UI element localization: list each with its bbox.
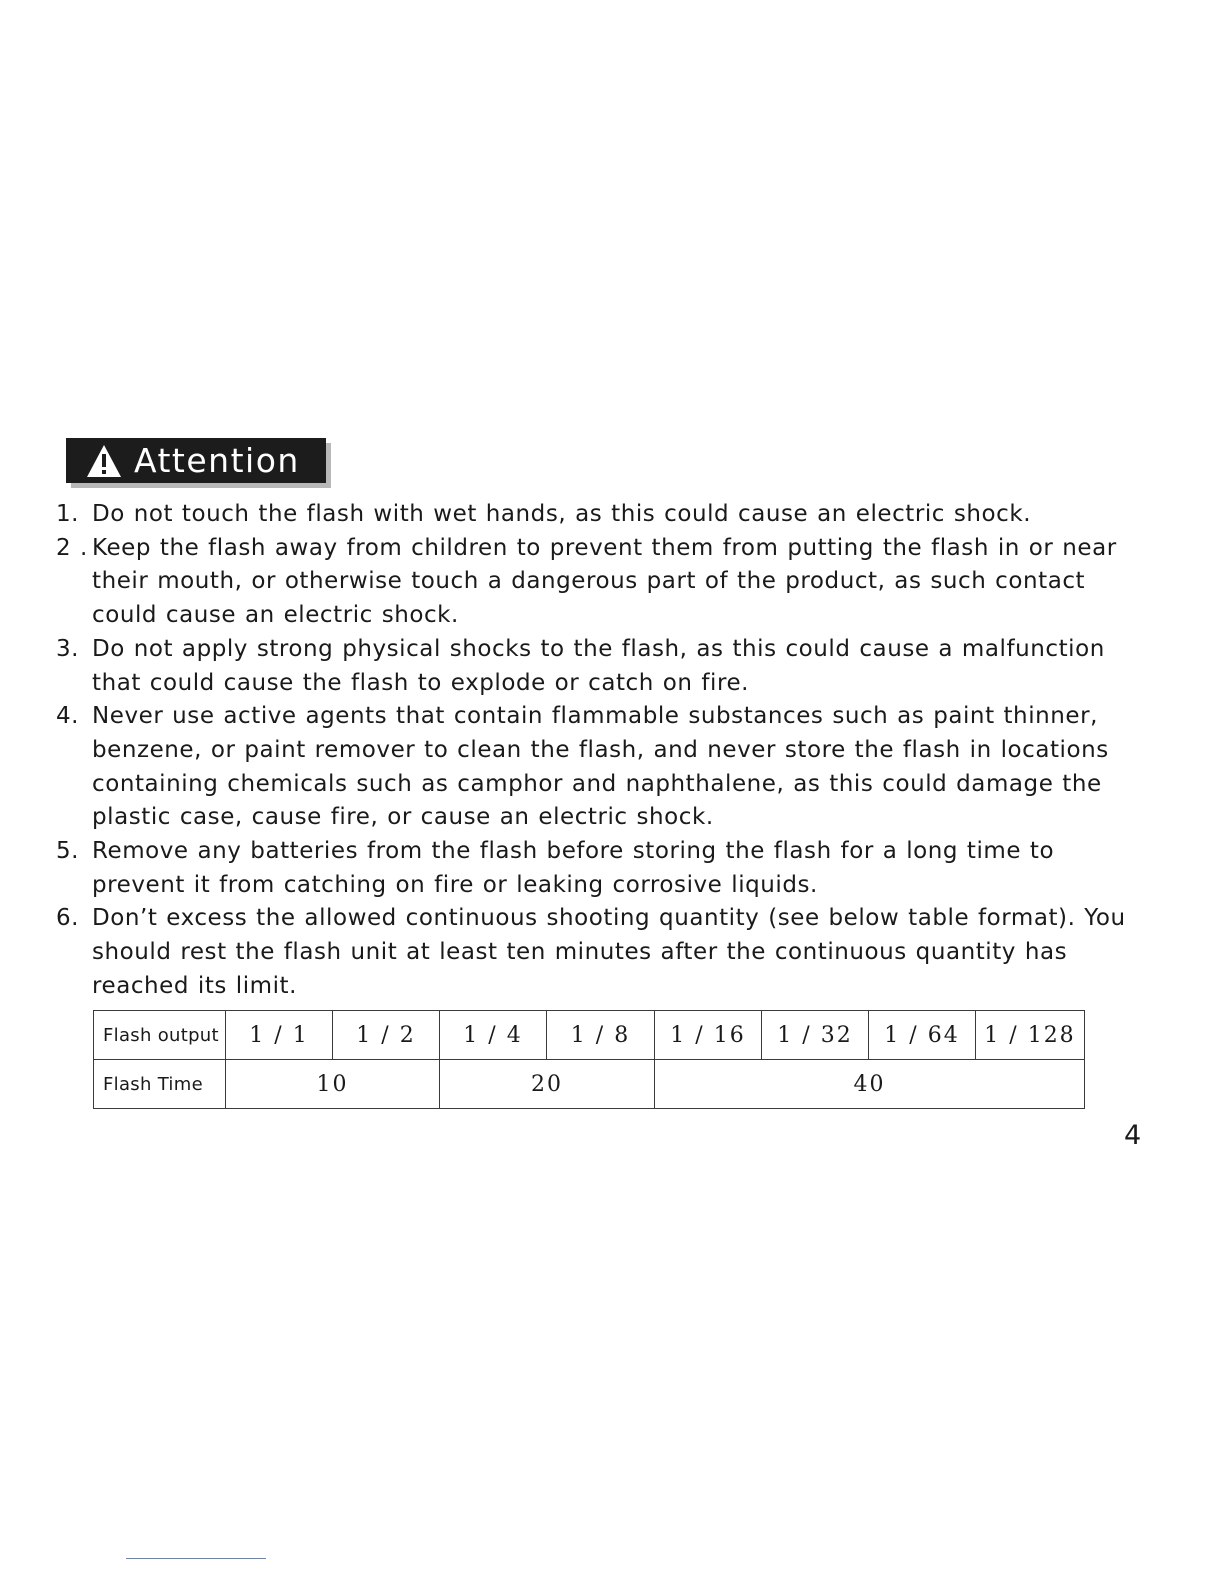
warning-text: Don’t excess the allowed continuous shooting quantity (see below table format). You should rest the flash unit at least ten minutes after the continuous quantity has reached its limit.: [92, 905, 1126, 999]
flash-output-cell: 1 / 1: [226, 1011, 333, 1060]
flash-output-cell: 1 / 128: [976, 1011, 1085, 1060]
warning-item: [56, 498, 1136, 532]
flash-output-cell: 1 / 4: [440, 1011, 547, 1060]
warning-number: 3.: [56, 635, 80, 662]
flash-time-cell: 20: [440, 1060, 655, 1109]
flash-time-label: Flash Time: [94, 1060, 226, 1109]
warning-text: Keep the flash away from children to prevent them from putting the flash in or near their mouth, or otherwise touch a dangerous part of the product, as such contact could cause an electric shock.: [92, 534, 1117, 629]
warning-text: Remove any batteries from the flash before storing the flash for a long time to prevent it from catching on fire or leaking corrosive liquids.: [92, 838, 1055, 898]
warning-item: [56, 700, 1136, 835]
warning-number: 6.: [56, 905, 80, 932]
flash-output-cell: 1 / 64: [869, 1011, 976, 1060]
attention-title: Attention: [134, 441, 300, 480]
warning-text: Do not apply strong physical shocks to the flash, as this could cause a malfunction that could cause the flash to explode or catch on fire.: [92, 635, 1105, 696]
warning-text: Never use active agents that contain flammable substances such as paint thinner, benzene, or paint remover to clean the flash, and never store the flash in locations containing chemicals such as camphor and naphthalene, as this could damage the plastic case, cause fire, or cause an electric shock.: [92, 703, 1109, 831]
warning-number: 2 .: [56, 534, 88, 561]
page-number: 4: [1124, 1120, 1142, 1151]
flash-duty-table: [93, 1010, 1085, 1109]
warnings-list: [56, 498, 1136, 1004]
flash-time-row: [94, 1060, 1085, 1109]
warning-item: [56, 532, 1136, 633]
flash-time-cell: 10: [226, 1060, 440, 1109]
warning-text: Do not touch the flash with wet hands, as this could cause an electric shock.: [92, 501, 1032, 527]
flash-output-cell: 1 / 16: [655, 1011, 762, 1060]
warning-item: [56, 835, 1136, 902]
warning-number: 5.: [56, 838, 80, 865]
footer-divider: [126, 1558, 266, 1559]
flash-output-cell: 1 / 32: [762, 1011, 869, 1060]
warning-item: [56, 902, 1136, 1003]
attention-banner: [66, 438, 326, 483]
warning-triangle-icon: [86, 444, 122, 478]
flash-output-cell: 1 / 8: [547, 1011, 655, 1060]
flash-output-cell: 1 / 2: [333, 1011, 440, 1060]
flash-output-label: Flash output: [94, 1011, 226, 1060]
warning-number: 4.: [56, 703, 80, 730]
flash-output-row: [94, 1011, 1085, 1060]
warning-item: [56, 633, 1136, 700]
flash-time-cell: 40: [655, 1060, 1085, 1109]
warning-number: 1.: [56, 501, 80, 527]
